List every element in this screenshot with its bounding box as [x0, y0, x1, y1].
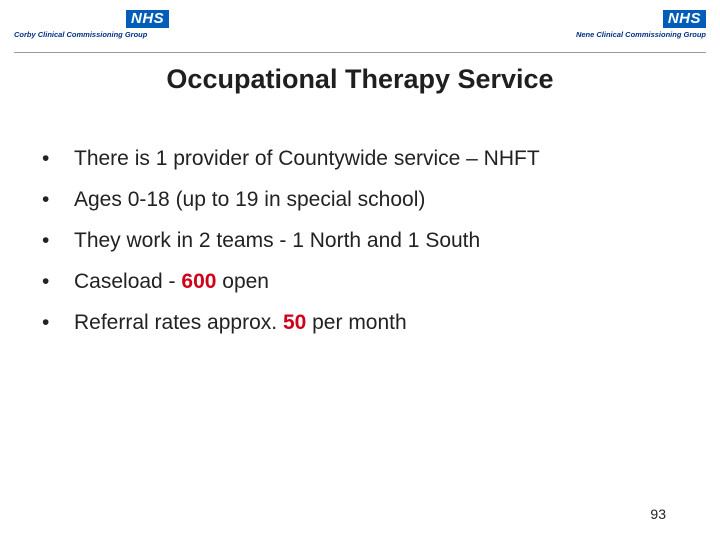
bullet-text: They work in 2 teams - 1 North and 1 South — [74, 229, 481, 252]
bullet-item — [42, 138, 540, 179]
bullet-item — [42, 261, 540, 302]
bullet-icon: • — [42, 270, 50, 293]
nene-ccg-logo — [546, 10, 706, 39]
bullet-item — [42, 220, 540, 261]
slide-title: Occupational Therapy Service — [166, 64, 554, 94]
caseload-value: 600 — [181, 270, 217, 293]
nhs-logo-badge: NHS — [663, 10, 706, 28]
bullet-list — [42, 138, 540, 343]
bullet-icon: • — [42, 311, 50, 334]
bullet-text-before: Referral rates approx. — [74, 311, 283, 334]
bullet-text-after: per month — [306, 311, 407, 334]
corby-ccg-logo — [14, 10, 174, 39]
bullet-text: Ages 0-18 (up to 19 in special school) — [74, 188, 426, 211]
page-number: 93 — [650, 506, 666, 522]
bullet-icon: • — [42, 147, 50, 170]
nene-ccg-name: Nene Clinical Commissioning Group — [575, 30, 706, 39]
nhs-logo-badge: NHS — [126, 10, 169, 28]
bullet-text: There is 1 provider of Countywide service – NHFT — [74, 147, 540, 170]
corby-ccg-name: Corby Clinical Commissioning Group — [14, 30, 148, 39]
referral-rate-value: 50 — [282, 311, 307, 334]
bullet-item — [42, 302, 540, 343]
header-divider — [14, 52, 706, 53]
bullet-item — [42, 179, 540, 220]
bullet-icon: • — [42, 188, 50, 211]
bullet-text-after: open — [216, 270, 269, 293]
bullet-icon: • — [42, 229, 50, 252]
bullet-text-before: Caseload - — [74, 270, 182, 293]
